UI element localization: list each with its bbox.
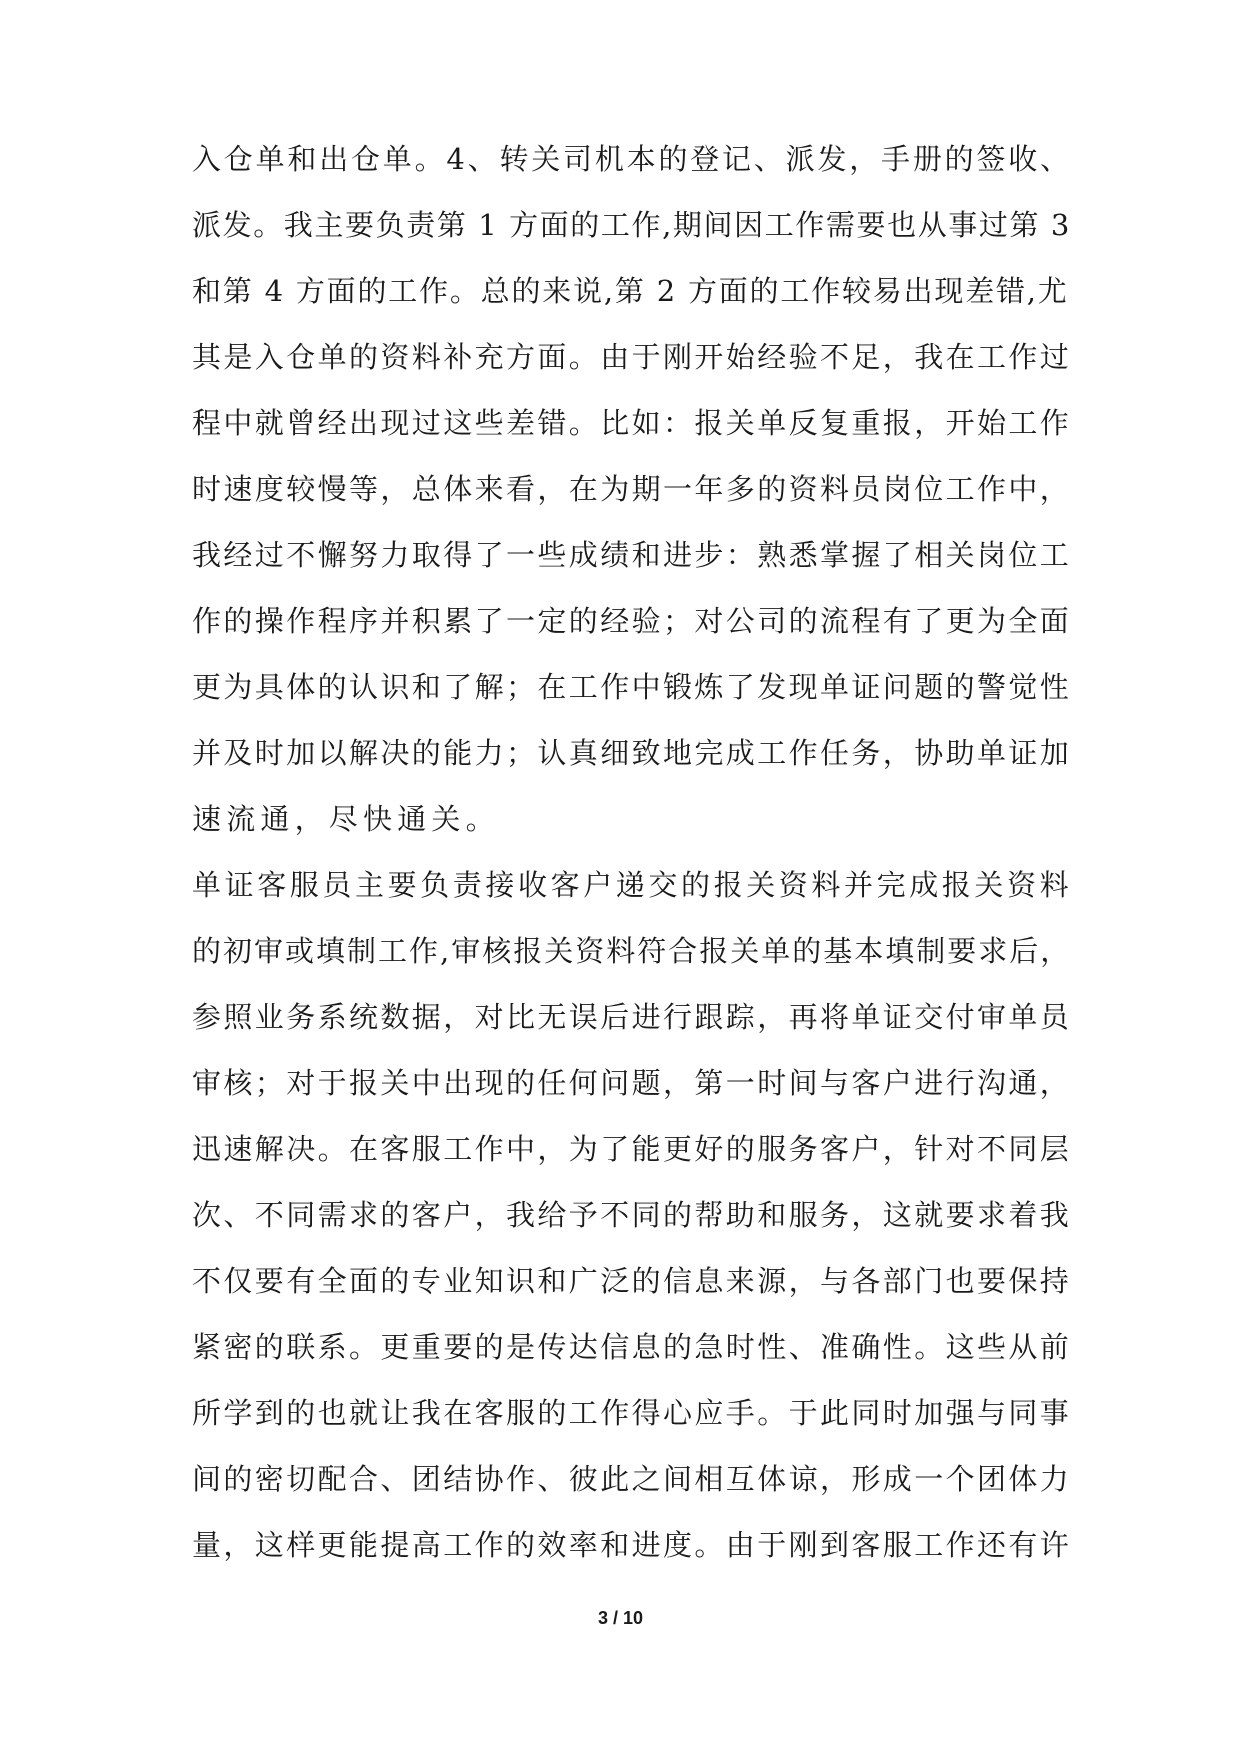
text-line: 审核；对于报关中出现的任何问题，第一时间与客户进行沟通， — [192, 1066, 1072, 1100]
text-line: 时速度较慢等，总体来看，在为期一年多的资料员岗位工作中， — [192, 472, 1072, 506]
text-line: 紧密的联系。更重要的是传达信息的急时性、准确性。这些从前 — [192, 1330, 1072, 1364]
text-line: 程中就曾经出现过这些差错。比如：报关单反复重报，开始工作 — [192, 406, 1072, 440]
text-line: 和第 4 方面的工作。总的来说,第 2 方面的工作较易出现差错,尤 — [192, 274, 1069, 308]
text-line: 速流通，尽快通关。 — [192, 802, 500, 836]
text-line: 我经过不懈努力取得了一些成绩和进步：熟悉掌握了相关岗位工 — [192, 538, 1072, 572]
text-line: 作的操作程序并积累了一定的经验；对公司的流程有了更为全面 — [192, 604, 1072, 638]
text-line: 量，这样更能提高工作的效率和进度。由于刚到客服工作还有许 — [192, 1528, 1072, 1562]
paragraph-1 — [192, 126, 1072, 852]
text-line: 参照业务系统数据，对比无误后进行跟踪，再将单证交付审单员 — [192, 1000, 1072, 1034]
text-line: 其是入仓单的资料补充方面。由于刚开始经验不足，我在工作过 — [192, 340, 1072, 374]
text-line: 并及时加以解决的能力；认真细致地完成工作任务，协助单证加 — [192, 736, 1072, 770]
text-line: 间的密切配合、团结协作、彼此之间相互体谅，形成一个团体力 — [192, 1462, 1072, 1496]
text-line: 更为具体的认识和了解；在工作中锻炼了发现单证问题的警觉性 — [192, 670, 1072, 704]
text-line: 入仓单和出仓单。4、转关司机本的登记、派发，手册的签收、 — [192, 142, 1072, 176]
text-line: 单证客服员主要负责接收客户递交的报关资料并完成报关资料 — [192, 868, 1073, 902]
page-number: 3 / 10 — [597, 1608, 644, 1628]
text-line: 迅速解决。在客服工作中，为了能更好的服务客户，针对不同层 — [192, 1132, 1072, 1166]
text-line: 不仅要有全面的专业知识和广泛的信息来源，与各部门也要保持 — [192, 1264, 1072, 1298]
paragraph-2 — [192, 852, 1072, 1578]
text-line: 的初审或填制工作,审核报关资料符合报关单的基本填制要求后， — [192, 934, 1072, 968]
text-line: 派发。我主要负责第 1 方面的工作,期间因工作需要也从事过第 3 — [192, 208, 1071, 242]
text-line: 所学到的也就让我在客服的工作得心应手。于此同时加强与同事 — [192, 1396, 1072, 1430]
text-line: 次、不同需求的客户，我给予不同的帮助和服务，这就要求着我 — [192, 1198, 1072, 1232]
